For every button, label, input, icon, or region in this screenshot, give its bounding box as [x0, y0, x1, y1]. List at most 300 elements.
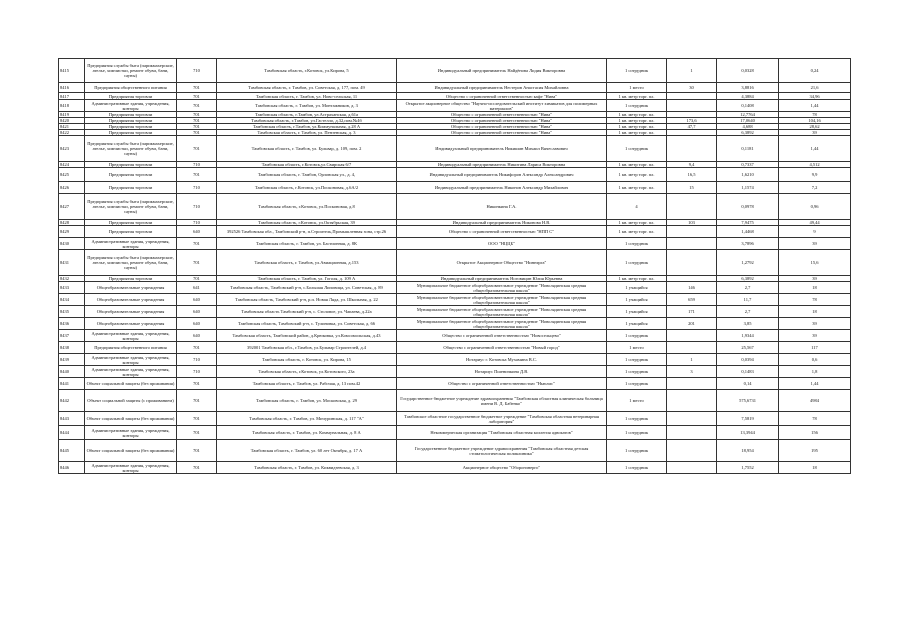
- table-row: [59, 318, 851, 330]
- cell-code: 701: [177, 426, 217, 440]
- cell-volume: 25,567: [717, 342, 779, 354]
- cell-organization: Общество с ограниченной ответственностью кафе "Нива": [397, 93, 607, 100]
- cell-unit: 1 учащийся: [607, 306, 667, 318]
- cell-row-number: 8428: [59, 220, 85, 226]
- cell-unit: 1 учащийся: [607, 318, 667, 330]
- cell-code: 640: [177, 294, 217, 306]
- cell-row-number: 8431: [59, 250, 85, 276]
- cell-quantity: [667, 238, 717, 250]
- cell-object-type: Предприятия торговли: [85, 93, 177, 100]
- cell-organization: Акционерное общество "Оборонэнерго": [397, 462, 607, 474]
- cell-object-type: Предприятия общественного питания: [85, 83, 177, 93]
- cell-row-number: 8425: [59, 168, 85, 182]
- cell-volume: 1,9344: [717, 330, 779, 342]
- cell-address: Тамбовская область, г.Котовск, ул.Посконовая, д.8: [217, 194, 397, 220]
- cell-mass: 0,96: [779, 194, 851, 220]
- cell-object-type: Общеобразовательные учреждения: [85, 318, 177, 330]
- cell-object-type: Общеобразовательные учреждения: [85, 306, 177, 318]
- cell-address: Тамбовская область, г.Тамбов, ул.Гастелло, д.32,пом.№4б: [217, 118, 397, 124]
- cell-row-number: 8416: [59, 83, 85, 93]
- cell-volume: 7,5819: [717, 412, 779, 426]
- cell-quantity: [667, 426, 717, 440]
- cell-address: Тамбовская область, г.Котовск, ул.Посконовая, д.6А/2: [217, 182, 397, 194]
- cell-row-number: 8420: [59, 118, 85, 124]
- cell-object-type: Административные здания, учреждения, конторы: [85, 330, 177, 342]
- cell-volume: 2,7: [717, 282, 779, 294]
- cell-volume: 1,4468: [717, 226, 779, 238]
- cell-quantity: 171: [667, 306, 717, 318]
- cell-organization: Общество с ограниченной ответственностью "Новосельцево": [397, 330, 607, 342]
- cell-quantity: [667, 440, 717, 462]
- cell-quantity: 659: [667, 294, 717, 306]
- cell-quantity: 15: [667, 182, 717, 194]
- cell-code: 701: [177, 136, 217, 162]
- cell-object-type: Предприятия службы быта (парикмахерские, ателье, химчистки, ремонт обуви, бани, сауны): [85, 136, 177, 162]
- cell-object-type: Предприятия торговли: [85, 118, 177, 124]
- cell-organization: Общество с ограниченной ответственностью "Нива": [397, 118, 607, 124]
- cell-unit: 1 сотрудник: [607, 366, 667, 378]
- cell-code: 701: [177, 124, 217, 130]
- cell-address: Тамбовская область, г. Тамбов, ул. Мичуринская, д. 117 "А": [217, 412, 397, 426]
- cell-volume: 6,3892: [717, 130, 779, 136]
- cell-quantity: 30: [667, 83, 717, 93]
- cell-mass: 28,62: [779, 124, 851, 130]
- cell-object-type: Предприятия службы быта (парикмахерские, ателье, химчистки, ремонт обуви, бани, сауны): [85, 250, 177, 276]
- table-row: [59, 250, 851, 276]
- table-row: [59, 168, 851, 182]
- cell-quantity: 173,6: [667, 118, 717, 124]
- cell-row-number: 8429: [59, 226, 85, 238]
- cell-mass: 117: [779, 342, 851, 354]
- table-row: [59, 294, 851, 306]
- cell-unit: 1 кв. метр торг. пл.: [607, 220, 667, 226]
- cell-organization: Муниципальное бюджетное общеобразовательное учреждение "Новолядинская средняя общеобразовательная школа": [397, 294, 607, 306]
- cell-unit: 1 сотрудник: [607, 426, 667, 440]
- cell-row-number: 8441: [59, 378, 85, 390]
- cell-unit: 1 кв. метр торг. пл.: [607, 168, 667, 182]
- cell-quantity: [667, 390, 717, 412]
- table-row: [59, 378, 851, 390]
- table-row: [59, 412, 851, 426]
- cell-code: 701: [177, 168, 217, 182]
- cell-row-number: 8440: [59, 366, 85, 378]
- cell-unit: 1 сотрудник: [607, 59, 667, 83]
- cell-mass: 34,96: [779, 93, 851, 100]
- cell-code: 710: [177, 59, 217, 83]
- cell-code: 701: [177, 118, 217, 124]
- cell-row-number: 8427: [59, 194, 85, 220]
- cell-row-number: 8434: [59, 294, 85, 306]
- cell-mass: 39: [779, 276, 851, 282]
- cell-quantity: 1: [667, 354, 717, 366]
- cell-mass: 195: [779, 440, 851, 462]
- cell-mass: 18: [779, 306, 851, 318]
- cell-address: Тамбовская область, г. Тамбов, ул. Ново-сельская, 11: [217, 93, 397, 100]
- cell-code: 701: [177, 112, 217, 118]
- cell-address: Тамбовская область, Тамбовский р-н, р.п. Новая Ляда, ул. Школьная, д. 22: [217, 294, 397, 306]
- cell-quantity: 16,5: [667, 168, 717, 182]
- cell-mass: 1,44: [779, 136, 851, 162]
- cell-mass: 1,44: [779, 100, 851, 112]
- cell-code: 701: [177, 130, 217, 136]
- cell-object-type: Предприятия торговли: [85, 112, 177, 118]
- cell-unit: 1 учащийся: [607, 282, 667, 294]
- cell-quantity: 201: [667, 318, 717, 330]
- cell-address: Тамбовская область, г.Тамбов, ул.Астраханская, д.61а: [217, 112, 397, 118]
- cell-mass: 9: [779, 226, 851, 238]
- cell-mass: 39: [779, 238, 851, 250]
- cell-row-number: 8415: [59, 59, 85, 83]
- cell-organization: Общество с ограниченной ответственностью "Новый город": [397, 342, 607, 354]
- cell-mass: 104,16: [779, 118, 851, 124]
- cell-unit: 1 кв. метр торг. пл.: [607, 226, 667, 238]
- cell-volume: 1,2792: [717, 250, 779, 276]
- table-row: [59, 226, 851, 238]
- cell-organization: Муниципальное бюджетное общеобразовательное учреждение "Новолядинская средняя общеобразовательная школа": [397, 282, 607, 294]
- table-row: [59, 426, 851, 440]
- table-row: [59, 59, 851, 83]
- cell-unit: 1 сотрудник: [607, 330, 667, 342]
- cell-mass: 78: [779, 412, 851, 426]
- table-row: [59, 354, 851, 366]
- cell-organization: Муниципальное бюджетное общеобразовательное учреждение "Новолядинская средняя общеобразовательная школа": [397, 306, 607, 318]
- cell-volume: 0,0978: [717, 194, 779, 220]
- cell-volume: 4,688: [717, 124, 779, 130]
- cell-volume: 12,7764: [717, 112, 779, 118]
- cell-organization: Нотариус Пшеничкина Д.В.: [397, 366, 607, 378]
- cell-mass: 9,9: [779, 168, 851, 182]
- cell-volume: 4,3884: [717, 93, 779, 100]
- cell-mass: 18: [779, 282, 851, 294]
- cell-row-number: 8432: [59, 276, 85, 282]
- cell-mass: 0,6: [779, 354, 851, 366]
- cell-row-number: 8444: [59, 426, 85, 440]
- cell-volume: 0,1483: [717, 366, 779, 378]
- cell-organization: Общество с ограниченной ответственностью "Нива": [397, 130, 607, 136]
- cell-organization: Индивидуальный предприниматель Нестеров Анастасия Михайловна: [397, 83, 607, 93]
- cell-code: 710: [177, 194, 217, 220]
- cell-unit: 1 сотрудник: [607, 412, 667, 426]
- cell-unit: 1 кв. метр торг. пл.: [607, 118, 667, 124]
- cell-mass: 18: [779, 462, 851, 474]
- cell-code: 641: [177, 282, 217, 294]
- cell-code: 701: [177, 378, 217, 390]
- cell-unit: 1 сотрудник: [607, 238, 667, 250]
- cell-unit: 1 сотрудник: [607, 100, 667, 112]
- cell-address: Тамбовская область, г.Котовск, ул.Котовского, 23а: [217, 366, 397, 378]
- table-row: [59, 93, 851, 100]
- cell-object-type: Административные здания, учреждения, конторы: [85, 366, 177, 378]
- cell-mass: 1,8: [779, 366, 851, 378]
- cell-row-number: 8437: [59, 330, 85, 342]
- cell-code: 701: [177, 440, 217, 462]
- cell-unit: 1 кв. метр торг. пл.: [607, 130, 667, 136]
- cell-mass: 78: [779, 294, 851, 306]
- cell-organization: Индивидуальный предприниматель Никонов Александр Михайлович: [397, 182, 607, 194]
- table-row: [59, 306, 851, 318]
- cell-quantity: [667, 136, 717, 162]
- cell-organization: Индивидуальный предприниматель Ноговицин Юлия Юрьевна: [397, 276, 607, 282]
- cell-code: 640: [177, 318, 217, 330]
- table-row: [59, 330, 851, 342]
- cell-quantity: [667, 100, 717, 112]
- cell-quantity: [667, 194, 717, 220]
- cell-quantity: [667, 342, 717, 354]
- cell-address: Тамбовская область, г. Тамбов, ул. Рабочая, д. 13 пом.42: [217, 378, 397, 390]
- cell-address: Тамбовская область, г. Котовск, ул. Кирова, 15: [217, 354, 397, 366]
- cell-object-type: Предприятия торговли: [85, 124, 177, 130]
- cell-unit: 1 кв. метр торг. пл.: [607, 124, 667, 130]
- cell-quantity: [667, 330, 717, 342]
- cell-organization: Нотариус г. Котовска Мухамина В.С.: [397, 354, 607, 366]
- cell-address: 392001 Тамбовская обл., г.Тамбов, ул.Бульвар Строителей, д.4: [217, 342, 397, 354]
- cell-row-number: 8436: [59, 318, 85, 330]
- cell-unit: 1 кв. метр торг. пл.: [607, 93, 667, 100]
- cell-organization: Муниципальное бюджетное общеобразовательное учреждение "Новолядинская средняя общеобразовательная школа": [397, 318, 607, 330]
- cell-organization: Общество с ограниченной ответственностью "Нива": [397, 124, 607, 130]
- cell-organization: Общество с ограниченной ответственностью "Нива": [397, 112, 607, 118]
- cell-object-type: Административные здания, учреждения, конторы: [85, 426, 177, 440]
- cell-address: Тамбовская область, г.Котовск,ул.Свирская 6/7: [217, 162, 397, 168]
- cell-object-type: Административные здания, учреждения, конторы: [85, 462, 177, 474]
- cell-code: 701: [177, 342, 217, 354]
- cell-address: Тамбовская область, г. Тамбов, ул. Коммунальная, д. 8 А: [217, 426, 397, 440]
- cell-code: 640: [177, 226, 217, 238]
- cell-volume: 18,954: [717, 440, 779, 462]
- cell-unit: 1 сотрудник: [607, 440, 667, 462]
- cell-organization: Индивидуальный предприниматель Никонова Н.В.: [397, 220, 607, 226]
- cell-code: 710: [177, 182, 217, 194]
- cell-address: Тамбовская область, г. Тамбов, ул. Московская, д. 29: [217, 390, 397, 412]
- cell-code: 701: [177, 276, 217, 282]
- cell-object-type: Административные здания, учреждения, конторы: [85, 238, 177, 250]
- cell-organization: Тамбовское областное государственное бюджетное учреждение "Тамбовская областная ветеринарная лаборатория": [397, 412, 607, 426]
- cell-mass: 4984: [779, 390, 851, 412]
- cell-row-number: 8426: [59, 182, 85, 194]
- cell-address: Тамбовская область, г. Тамбов, ул. Гоголя, д. 109 А: [217, 276, 397, 282]
- cell-object-type: Предприятия торговли: [85, 130, 177, 136]
- cell-unit: 1 сотрудник: [607, 378, 667, 390]
- cell-object-type: Предприятия службы быта (парикмахерские, ателье, химчистки, ремонт обуви, бани, сауны): [85, 59, 177, 83]
- cell-quantity: 47,7: [667, 124, 717, 130]
- waste-registry-table: [58, 58, 851, 474]
- cell-object-type: Административные здания, учреждения, конторы: [85, 100, 177, 112]
- cell-volume: 3,8816: [717, 83, 779, 93]
- cell-object-type: Общеобразовательные учреждения: [85, 282, 177, 294]
- cell-code: 710: [177, 162, 217, 168]
- cell-volume: 13,3944: [717, 426, 779, 440]
- cell-unit: 1 сотрудник: [607, 250, 667, 276]
- cell-code: 640: [177, 330, 217, 342]
- cell-organization: Открытое акционерное общество "Научно-исследовательский институт химикатов для полимерных материалов": [397, 100, 607, 112]
- cell-quantity: [667, 226, 717, 238]
- cell-mass: 49,44: [779, 220, 851, 226]
- cell-address: Тамбовская область Тамбовский р-н, с. Столовое, ул. Чапаева, д.22а: [217, 306, 397, 318]
- cell-code: 701: [177, 238, 217, 250]
- cell-quantity: [667, 378, 717, 390]
- cell-row-number: 8446: [59, 462, 85, 474]
- cell-object-type: Общеобразовательные учреждения: [85, 294, 177, 306]
- cell-volume: 17,0640: [717, 118, 779, 124]
- cell-object-type: Предприятия общественного питания: [85, 342, 177, 354]
- table-row: [59, 136, 851, 162]
- cell-volume: 0,7337: [717, 162, 779, 168]
- cell-volume: 6,3892: [717, 276, 779, 282]
- cell-organization: Общество с ограниченной ответственностью "НПП С": [397, 226, 607, 238]
- table-row: [59, 83, 851, 93]
- cell-unit: 1 место: [607, 390, 667, 412]
- cell-mass: 15,6: [779, 250, 851, 276]
- table-row: [59, 238, 851, 250]
- cell-organization: Индивидуальный предприниматель Никишин Михаил Вячеславович: [397, 136, 607, 162]
- table-row: [59, 342, 851, 354]
- cell-row-number: 8439: [59, 354, 85, 366]
- cell-organization: ООО "НЦЦБ": [397, 238, 607, 250]
- cell-mass: 39: [779, 330, 851, 342]
- cell-organization: Индивидуальный предприниматель Никифоров Александр Александрович: [397, 168, 607, 182]
- cell-quantity: [667, 250, 717, 276]
- cell-quantity: [667, 412, 717, 426]
- cell-address: Тамбовская область, г. Тамбов, ул. Киквидзевская, д. 3: [217, 462, 397, 474]
- cell-volume: 3,85: [717, 318, 779, 330]
- cell-address: Тамбовская область, г. Тамбов, ул. Монтажников, д. 3: [217, 100, 397, 112]
- cell-code: 701: [177, 390, 217, 412]
- cell-row-number: 8438: [59, 342, 85, 354]
- cell-row-number: 8433: [59, 282, 85, 294]
- table-row: [59, 390, 851, 412]
- cell-code: 701: [177, 83, 217, 93]
- cell-mass: 39: [779, 130, 851, 136]
- cell-row-number: 8417: [59, 93, 85, 100]
- cell-organization: Государственное бюджетное учреждение здравоохранения "Тамбовская областная клиническая больница имени В. Д. Бабенко": [397, 390, 607, 412]
- cell-volume: 1,1574: [717, 182, 779, 194]
- cell-volume: 7,9475: [717, 220, 779, 226]
- cell-quantity: 1: [667, 59, 717, 83]
- cell-mass: 156: [779, 426, 851, 440]
- cell-code: 640: [177, 306, 217, 318]
- cell-volume: 11,7: [717, 294, 779, 306]
- cell-code: 710: [177, 220, 217, 226]
- cell-object-type: Предприятия торговли: [85, 276, 177, 282]
- cell-row-number: 8423: [59, 136, 85, 162]
- cell-mass: 1,44: [779, 378, 851, 390]
- cell-row-number: 8419: [59, 112, 85, 118]
- cell-code: 701: [177, 100, 217, 112]
- cell-volume: 0,1181: [717, 136, 779, 162]
- cell-address: Тамбовская область, Тамбовский р-н, с. Тулиновка, ул. Советская, д. 66: [217, 318, 397, 330]
- cell-row-number: 8442: [59, 390, 85, 412]
- cell-row-number: 8421: [59, 124, 85, 130]
- cell-quantity: [667, 462, 717, 474]
- cell-volume: 0,0394: [717, 354, 779, 366]
- cell-object-type: Объект социальной защиты (без проживания): [85, 412, 177, 426]
- cell-organization: Никонкина Г.А.: [397, 194, 607, 220]
- cell-address: Тамбовская область, г.Котовск, ул.Кирова, 5: [217, 59, 397, 83]
- cell-unit: 4: [607, 194, 667, 220]
- cell-object-type: Предприятия торговли: [85, 162, 177, 168]
- cell-object-type: Объект социальной защиты (с проживанием): [85, 390, 177, 412]
- cell-mass: 39: [779, 318, 851, 330]
- cell-row-number: 8424: [59, 162, 85, 168]
- cell-row-number: 8430: [59, 238, 85, 250]
- cell-organization: Индивидуальный предприниматель Никитина Лариса Викторовна: [397, 162, 607, 168]
- table-row: [59, 182, 851, 194]
- cell-unit: 1 кв. метр торг. пл.: [607, 276, 667, 282]
- cell-object-type: Предприятия торговли: [85, 182, 177, 194]
- cell-object-type: Объект социальной защиты (без проживания): [85, 378, 177, 390]
- cell-organization: Некоммерческая организация "Тамбовская областная коллегия адвокатов": [397, 426, 607, 440]
- cell-mass: 78: [779, 112, 851, 118]
- cell-unit: 1 место: [607, 342, 667, 354]
- cell-volume: 1,6210: [717, 168, 779, 182]
- cell-code: 701: [177, 93, 217, 100]
- cell-row-number: 8445: [59, 440, 85, 462]
- cell-mass: 21,6: [779, 83, 851, 93]
- cell-address: Тамбовская область, г.Тамбов, ул.Коммунальная, д.28 А: [217, 124, 397, 130]
- cell-volume: 2,7: [717, 306, 779, 318]
- cell-row-number: 8422: [59, 130, 85, 136]
- cell-object-type: Предприятия торговли: [85, 220, 177, 226]
- cell-code: 701: [177, 250, 217, 276]
- cell-unit: 1 кв. метр торг. пл.: [607, 182, 667, 194]
- table-row: [59, 462, 851, 474]
- cell-volume: 1,7552: [717, 462, 779, 474]
- cell-address: Тамбовская область, г. Тамбов, ул. Пензенская, д. 3: [217, 130, 397, 136]
- cell-unit: 1 кв. метр торг. пл.: [607, 162, 667, 168]
- cell-address: Тамбовская область, г. Тамбов, ул. 60 лет Октября, д. 17 А: [217, 440, 397, 462]
- cell-unit: 1 сотрудник: [607, 354, 667, 366]
- cell-address: Тамбовская область, Тамбовский район, д.Крюковка, ул.Комсомольская, д.43: [217, 330, 397, 342]
- cell-object-type: Предприятия торговли: [85, 168, 177, 182]
- cell-code: 701: [177, 412, 217, 426]
- cell-object-type: Административные здания, учреждения, конторы: [85, 354, 177, 366]
- cell-address: Тамбовская область, г. Тамбов, Орловская ул., д. 4,: [217, 168, 397, 182]
- cell-quantity: 103: [667, 220, 717, 226]
- cell-code: 710: [177, 366, 217, 378]
- cell-organization: Открытое Акционерное Общество "Ниннэрга": [397, 250, 607, 276]
- cell-organization: Общество с ограниченной ответственностью "Ньюлис": [397, 378, 607, 390]
- table-row: [59, 282, 851, 294]
- cell-volume: 0,0328: [717, 59, 779, 83]
- cell-mass: 7,2: [779, 182, 851, 194]
- table-row: [59, 440, 851, 462]
- cell-address: Тамбовская область, г.Котовск, ул.Октябрьская, 39: [217, 220, 397, 226]
- cell-row-number: 8443: [59, 412, 85, 426]
- cell-quantity: 146: [667, 282, 717, 294]
- cell-object-type: Объект социальной защиты (без проживания): [85, 440, 177, 462]
- cell-volume: 575,6731: [717, 390, 779, 412]
- cell-volume: 3,7896: [717, 238, 779, 250]
- cell-unit: 1 сотрудник: [607, 462, 667, 474]
- cell-row-number: 8418: [59, 100, 85, 112]
- cell-object-type: Предприятия службы быта (парикмахерские, ателье, химчистки, ремонт обуви, бани, сауны): [85, 194, 177, 220]
- cell-unit: 1 учащийся: [607, 294, 667, 306]
- cell-organization: Государственное бюджетное учреждение здравоохранения "Тамбовская областная детская стоматологическая поликлиника": [397, 440, 607, 462]
- table-row: [59, 366, 851, 378]
- cell-mass: 4,512: [779, 162, 851, 168]
- cell-quantity: 9,4: [667, 162, 717, 168]
- cell-quantity: 3: [667, 366, 717, 378]
- cell-row-number: 8435: [59, 306, 85, 318]
- cell-object-type: Предприятия торговли: [85, 226, 177, 238]
- cell-address: Тамбовская область, г. Тамбов, ул. Бульвар, д. 109, пом. 2: [217, 136, 397, 162]
- cell-code: 701: [177, 462, 217, 474]
- cell-mass: 0,24: [779, 59, 851, 83]
- table-row: [59, 194, 851, 220]
- cell-address: Тамбовская область, Тамбовский р-н, с.Большая Липовица, ул. Советская, д. 89: [217, 282, 397, 294]
- cell-address: Тамбовская область, г. Тамбов, ул. Советская, д. 177, пом. 49: [217, 83, 397, 93]
- document-page: [58, 58, 850, 474]
